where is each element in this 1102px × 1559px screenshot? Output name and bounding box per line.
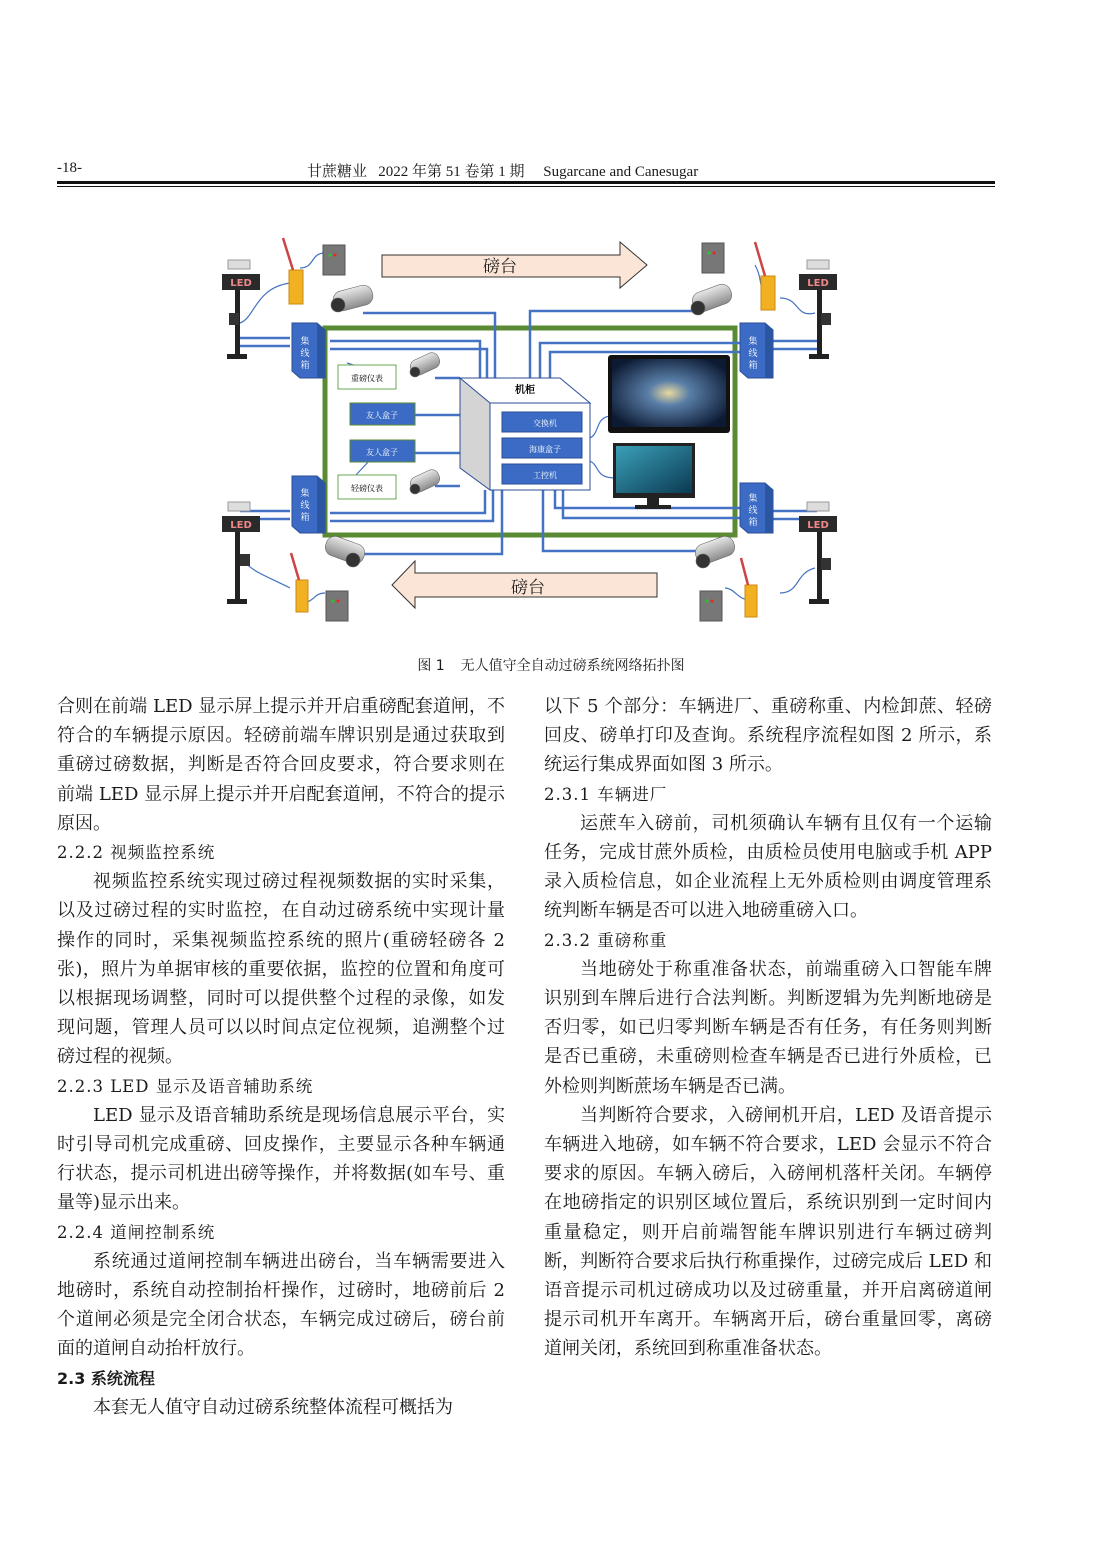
svg-text:机柜: 机柜 <box>515 385 535 396</box>
svg-text:交换机: 交换机 <box>533 419 557 428</box>
svg-text:箱: 箱 <box>300 361 310 371</box>
control-box-top-left <box>323 245 345 275</box>
hub-box-bottom-right <box>740 483 773 533</box>
left-column <box>57 692 505 1422</box>
svg-text:集: 集 <box>300 337 310 347</box>
paragraph: 运蔗车入磅前，司机须确认车辆有且仅有一个运输任务，完成甘蔗外质检，由质检员使用电脑或手机 APP 录入质检信息，如企业流程上无外质检则由调度管理系统判断车辆是否可以进入地磅重磅入口。 <box>544 812 992 922</box>
camera-inner-1 <box>408 350 442 377</box>
led-post-bottom-left <box>222 502 260 604</box>
svg-text:LED: LED <box>807 278 829 289</box>
section-heading-2-2-3: 2.2.3 LED 显示及语音辅助系统 <box>57 1076 314 1096</box>
paragraph: 当判断符合要求，入磅闸机开启，LED 及语音提示车辆进入地磅，如车辆不符合要求，LED 会显示不符合要求的原因。车辆入磅后，入磅闸机落杆关闭。车辆停在地磅指定的识别区域位置后，系统识别到一定时间内重量稳定，则开启前端智能车牌识别进行车辆过磅判断，判断符合要求后执行称重操作，过磅完成后 LED 和语音提示司机过磅成功以及过磅重量，并开启离磅道闸提示司机开车离开。车辆离开后，磅台重量回零，离磅道闸关闭，系统回到称重准备状态。 <box>544 1104 992 1360</box>
svg-text:重磅仪表: 重磅仪表 <box>351 374 383 383</box>
barrier-gate-bottom-left <box>291 553 308 612</box>
svg-text:LED: LED <box>807 520 829 531</box>
svg-text:线: 线 <box>748 349 758 359</box>
figure-title: 无人值守全自动过磅系统网络拓扑图 <box>460 658 685 674</box>
platform-arrow-top <box>382 242 647 288</box>
monitor-small <box>613 443 695 509</box>
svg-text:集: 集 <box>300 489 310 499</box>
svg-text:工控机: 工控机 <box>533 471 557 480</box>
monitor-large <box>608 355 730 433</box>
led-post-top-right <box>799 260 837 359</box>
svg-text:箱: 箱 <box>748 361 758 371</box>
cabinet <box>460 378 590 490</box>
hub-box-bottom-left <box>292 476 325 533</box>
platform-arrow-bottom <box>392 561 657 608</box>
camera-top-right <box>690 282 734 315</box>
section-heading-2-3-1: 2.3.1 车辆进厂 <box>544 784 668 804</box>
page-number: -18- <box>57 160 82 176</box>
youren-box-2 <box>350 440 415 462</box>
svg-text:箱: 箱 <box>748 518 758 528</box>
journal-title: 甘蔗糖业 2022 年第 51 卷第 1 期 Sugarcane and Canesugar <box>307 164 699 180</box>
heavy-meter <box>338 365 396 389</box>
svg-text:集: 集 <box>748 337 758 347</box>
light-meter <box>338 475 396 499</box>
barrier-gate-top-left <box>283 238 303 304</box>
paragraph: 当地磅处于称重准备状态，前端重磅入口智能车牌识别到车牌后进行合法判断。判断逻辑为先判断地磅是否归零，如已归零判断车辆是否有任务，有任务则判断是否已重磅，未重磅则检查车辆是否已进行外质检，已外检则判断蔗场车辆是否已满。 <box>544 958 992 1097</box>
svg-text:线: 线 <box>300 501 310 511</box>
svg-text:LED: LED <box>230 278 252 289</box>
svg-text:轻磅仪表: 轻磅仪表 <box>351 484 383 493</box>
svg-text:线: 线 <box>300 349 310 359</box>
svg-text:海康盒子: 海康盒子 <box>529 445 561 454</box>
led-post-bottom-right <box>799 502 837 604</box>
svg-text:箱: 箱 <box>300 513 310 523</box>
figure-number: 图 1 <box>417 658 445 674</box>
hub-box-top-right <box>740 323 773 378</box>
header-rule-thin <box>57 186 995 187</box>
youren-box-1 <box>350 403 415 425</box>
paragraph: 视频监控系统实现过磅过程视频数据的实时采集，以及过磅过程的实时监控，在自动过磅系统中实现计量操作的同时，采集视频监控系统的照片(重磅轻磅各 2 张)，照片为单据审核的重要依据，监控的位置和角度可以根据现场调整，同时可以提供整个过程的录像，如发现问题，管理人员可以以时间点定位视频，追溯整个过磅过程的视频。 <box>57 871 505 1068</box>
section-heading-2-3-2: 2.3.2 重磅称重 <box>544 930 668 950</box>
hub-box-top-left <box>292 323 325 378</box>
svg-text:LED: LED <box>230 520 252 531</box>
camera-top-left <box>331 283 375 313</box>
paragraph: LED 显示及语音辅助系统是现场信息展示平台，实时引导司机完成重磅、回皮操作，主要显示各种车辆通行状态，提示司机进出磅等操作，并将数据(如车号、重量等)显示出来。 <box>57 1104 505 1214</box>
control-box-bottom-right <box>700 591 722 621</box>
section-heading-2-2-2: 2.2.2 视频监控系统 <box>57 843 216 863</box>
section-heading-2-3: 2.3 系统流程 <box>57 1368 155 1388</box>
figure-caption <box>0 655 1102 675</box>
led-post-top-left <box>222 260 260 359</box>
svg-text:集: 集 <box>748 494 758 504</box>
svg-text:友人盒子: 友人盒子 <box>366 448 398 457</box>
right-column <box>544 692 992 1364</box>
section-heading-2-2-4: 2.2.4 道闸控制系统 <box>57 1222 216 1242</box>
paragraph: 本套无人值守自动过磅系统整体流程可概括为 <box>93 1396 453 1418</box>
svg-text:线: 线 <box>748 506 758 516</box>
network-topology-diagram <box>195 228 860 633</box>
barrier-gate-bottom-right <box>741 558 757 617</box>
svg-text:磅台: 磅台 <box>483 257 517 277</box>
control-box-top-right <box>702 243 724 273</box>
camera-bottom-right <box>693 534 737 568</box>
svg-text:友人盒子: 友人盒子 <box>366 411 398 420</box>
camera-inner-2 <box>408 467 442 494</box>
control-box-bottom-left <box>326 591 348 621</box>
paragraph: 系统通过道闸控制车辆进出磅台，当车辆需要进入地磅时，系统自动控制抬杆操作，过磅时，地磅前后 2 个道闸必须是完全闭合状态，车辆完成过磅后，磅台前面的道闸自动抬杆放行。 <box>57 1250 505 1360</box>
svg-text:磅台: 磅台 <box>511 578 545 598</box>
header-rule-thick <box>57 181 995 184</box>
camera-bottom-left <box>323 534 367 567</box>
paragraph: 以下 5 个部分：车辆进厂、重磅称重、内检卸蔗、轻磅回皮、磅单打印及查询。系统程序流程如图 2 所示，系统运行集成界面如图 3 所示。 <box>544 696 992 776</box>
paragraph: 合则在前端 LED 显示屏上提示并开启重磅配套道闸，不符合的车辆提示原因。轻磅前端车牌识别是通过获取到重磅过磅数据，判断是否符合回皮要求，符合要求则在前端 LED 显示屏上提示并开启配套道闸，不符合的提示原因。 <box>57 696 505 834</box>
barrier-gate-top-right <box>755 242 775 310</box>
